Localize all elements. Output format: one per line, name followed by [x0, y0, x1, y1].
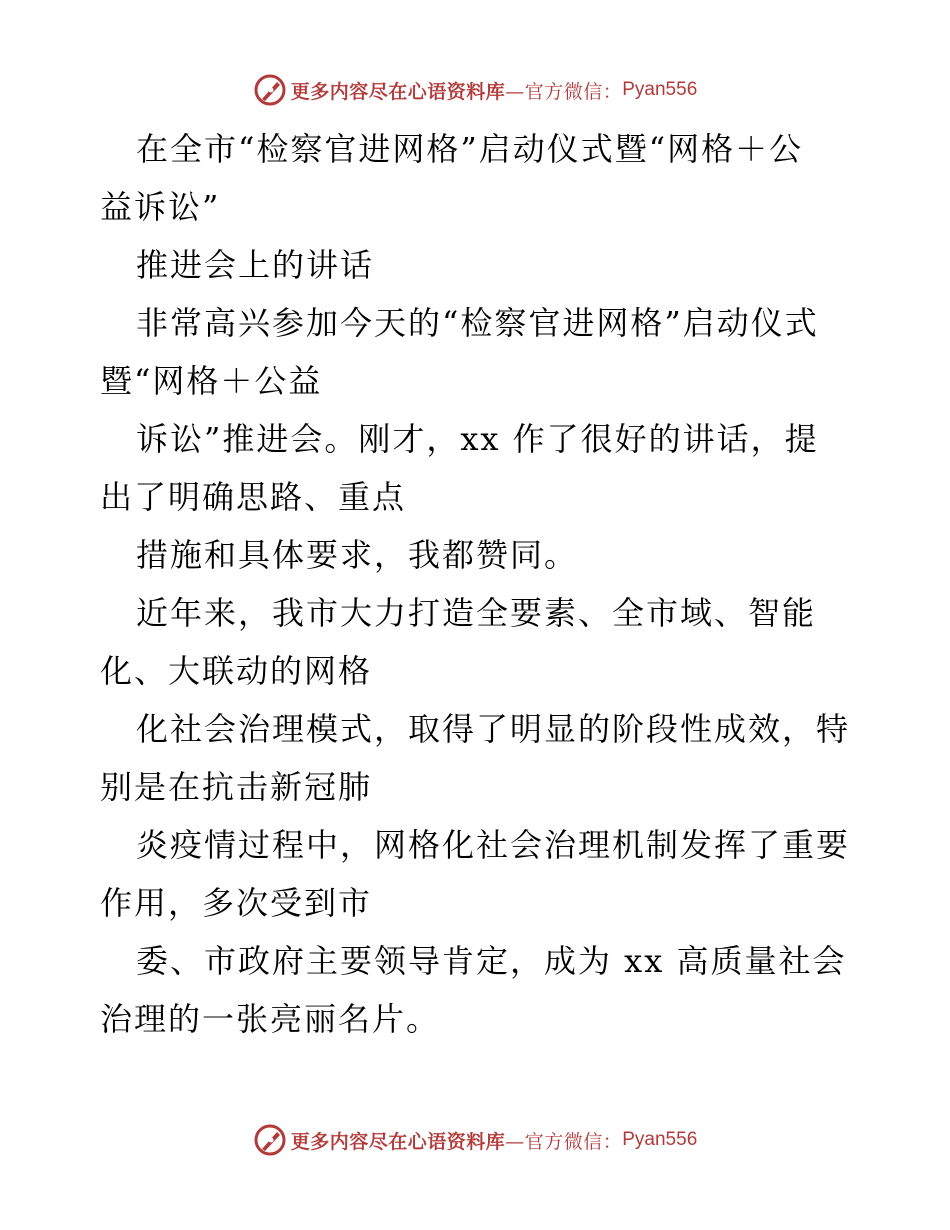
text-line: 作用，多次受到市 [100, 884, 373, 922]
wechat-id: Pyan556 [622, 1129, 698, 1150]
text-line: 推进会上的讲话 [136, 246, 375, 284]
text-line: 治理的一张亮丽名片。 [100, 1000, 441, 1038]
banner-text: 更多内容尽在心语资料库—官方微信： [290, 80, 623, 103]
text-line: 别是在抗击新冠肺 [100, 768, 373, 806]
wechat-id: Pyan556 [622, 79, 698, 100]
text-line: 诉讼”推进会。刚才，xx 作了很好的讲话，提 [136, 420, 819, 458]
text-line: 出了明确思路、重点 [100, 478, 407, 516]
text-line: 化社会治理模式，取得了明显的阶段性成效，特 [136, 710, 851, 748]
text-line: 益诉讼” [100, 188, 221, 226]
text-line: 在全市“检察官进网格”启动仪式暨“网格＋公 [136, 130, 804, 168]
document-body [100, 120, 860, 1048]
text-line: 措施和具体要求，我都赞同。 [136, 536, 579, 574]
pen-logo-icon [253, 1123, 287, 1157]
pen-logo-icon [253, 73, 287, 107]
text-line: 暨“网格＋公益 [100, 362, 323, 400]
text-line: 炎疫情过程中，网格化社会治理机制发挥了重要 [136, 826, 851, 864]
banner-text: 更多内容尽在心语资料库—官方微信： [290, 1130, 623, 1153]
text-line: 化、大联动的网格 [100, 652, 373, 690]
text-line: 委、市政府主要领导肯定，成为 xx 高质量社会 [136, 942, 847, 980]
footer-banner [0, 1120, 950, 1160]
text-line: 非常高兴参加今天的“检察官进网格”启动仪式 [136, 304, 819, 342]
header-banner [0, 70, 950, 110]
text-line: 近年来，我市大力打造全要素、全市域、智能 [136, 594, 817, 632]
